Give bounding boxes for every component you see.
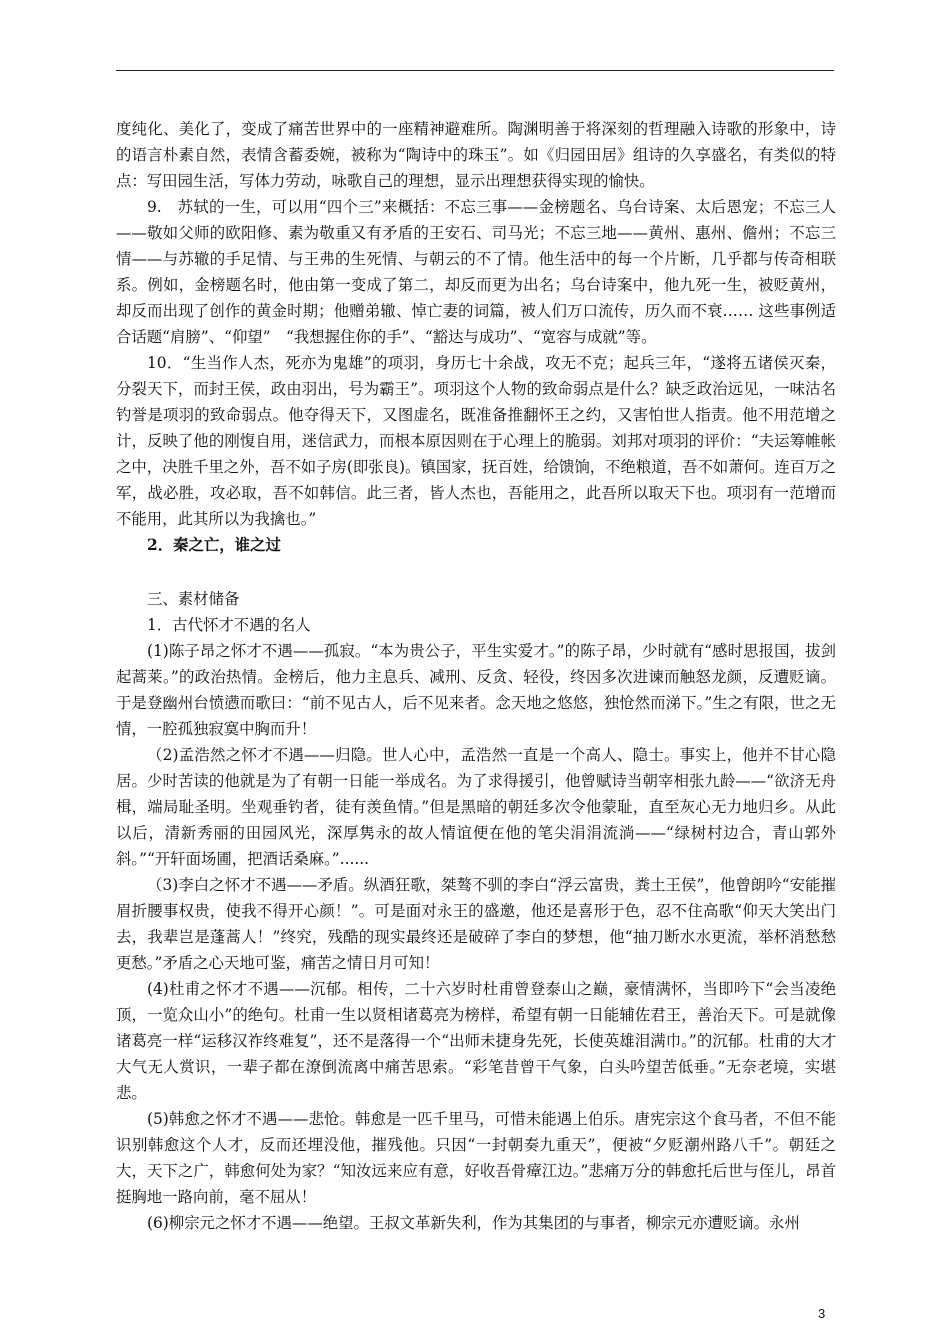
paragraph-tao-yuanming: 度纯化、美化了，变成了痛苦世界中的一座精神避难所。陶渊明善于将深刻的哲理融入诗歌的形象中，诗的语言朴素自然，表情含蓄委婉，被称为“陶诗中的珠玉”。如《归园田居》组诗的久享盛名，有类似的特点：写田园生活，写体力劳动，咏歌自己的理想，显示出理想获得实现的愉快。 — [116, 120, 836, 190]
subsection-heading: 1．古代怀才不遇的名人 — [147, 616, 311, 634]
paragraph-su-shi: 9. 苏轼的一生，可以用“四个三”来概括：不忘三事——金榜题名、乌台诗案、太后恩宠；不忘三人——敬如父师的欧阳修、素为敬重又有矛盾的王安石、司马光；不忘三地——黄州、惠州、儋州；不忘三情——与苏辙的手足情、与王弗的生死情、与朝云的不了情。他生活中的每一个片断，几乎都与传奇相联系。例如，金榜题名时，他由第一变成了第二，却反而更为出名；乌台诗案中，他九死一生，被贬黄州，却反而出现了创作的黄金时期；他赠弟辙、悼亡妻的词篇，被人们万口流传，历久而不衰…… 这些事例适合话题“肩膀”、“仰望” “我想握住你的手”、“豁达与成功”、“宽容与成就”等。 — [116, 198, 836, 346]
paragraph-du-fu: (4)杜甫之怀才不遇——沉郁。相传，二十六岁时杜甫曾登泰山之巅，豪情满怀，当即吟下“会当凌绝顶，一览众山小”的绝句。杜甫一生以贤相诸葛亮为榜样，希望有朝一日能辅佐君王，善治天下。可是就像诸葛亮一样“运移汉祚终难复”，还不是落得一个“出师未捷身先死，长使英雄泪满巾。”的沉郁。杜甫的大才大气无人赏识，一辈子都在潦倒流离中痛苦思索。“彩笔昔曾干气象，白头吟望苦低垂。”无奈老境，实堪悲。 — [116, 980, 836, 1102]
paragraph-li-bai: （3)李白之怀才不遇——矛盾。纵酒狂歌，桀骜不驯的李白“浮云富贵，粪土王侯”，他曾朗吟“安能摧眉折腰事权贵，使我不得开心颜！”。可是面对永王的盛邀，他还是喜形于色，忍不住高歌“仰天大笑出门去，我辈岂是蓬蒿人！”终究，残酷的现实最终还是破碎了李白的梦想，他“抽刀断水水更流，举杯消愁愁更愁。”矛盾之心天地可鉴，痛苦之情日月可知！ — [116, 876, 836, 972]
spacer — [116, 558, 836, 586]
header-rule — [116, 70, 834, 71]
topic-heading: 2．秦之亡，谁之过 — [147, 536, 281, 554]
section-heading: 三、素材储备 — [147, 590, 240, 608]
paragraph-meng-haoran: （2)孟浩然之怀才不遇——归隐。世人心中，孟浩然一直是一个高人、隐士。事实上，他并不甘心隐居。少时苦读的他就是为了有朝一日能一举成名。为了求得援引，他曾赋诗当朝宰相张九龄——“欲济无舟楫，端局耻圣明。坐观垂钓者，徒有羡鱼情。”但是黑暗的朝廷多次令他蒙耻，直至灰心无力地归乡。从此以后，清新秀丽的田园风光，深厚隽永的故人情谊便在他的笔尖涓涓流淌——“绿树村边合，青山郭外斜。”“开轩面场圃，把酒话桑麻。”...... — [116, 746, 836, 868]
paragraph-chen-ziang: (1)陈子昂之怀才不遇——孤寂。“本为贵公子，平生实爱才。”的陈子昂，少时就有“感时思报国，拔剑起蒿莱。”的政治热情。金榜后，他力主息兵、减刑、反贪、轻役，终因多次进谏而触怒龙颜，反遭贬谪。于是登幽州台愤懑而歌曰：“前不见古人，后不见来者。念天地之悠悠，独怆然而涕下。”生之有限，世之无情，一腔孤独寂寞中胸而升！ — [116, 642, 836, 738]
page-number: 3 — [818, 1306, 826, 1321]
paragraph-xiang-yu: 10．“生当作人杰，死亦为鬼雄”的项羽，身历七十余战，攻无不克；起兵三年，“遂将五诸侯灭秦，分裂天下，而封王侯，政由羽出，号为霸王”。项羽这个人物的致命弱点是什么？缺乏政治远见，一味沽名钓誉是项羽的致命弱点。他夺得天下，又图虚名，既准备推翻怀王之约，又害怕世人指责。他不用范增之计，反映了他的刚愎自用，迷信武力，而根本原因则在于心理上的脆弱。刘邦对项羽的评价：“夫运筹帷帐之中，决胜千里之外，吾不如子房(即张良)。镇国家，抚百姓，给馈饷，不绝粮道，吾不如萧何。连百万之军，战必胜，攻必取，吾不如韩信。此三者，皆人杰也，吾能用之，此吾所以取天下也。项羽有一范增而不能用，此其所以为我擒也。” — [116, 354, 836, 528]
document-body — [116, 116, 836, 1236]
paragraph-liu-zongyuan: (6)柳宗元之怀才不遇——绝望。王叔文革新失利，作为其集团的与事者，柳宗元亦遭贬谪。永州 — [147, 1214, 800, 1232]
paragraph-han-yu: (5)韩愈之怀才不遇——悲怆。韩愈是一匹千里马，可惜未能遇上伯乐。唐宪宗这个食马者，不但不能识别韩愈这个人才，反而还埋没他，摧残他。只因“一封朝奏九重天”，便被“夕贬潮州路八千”。朝廷之大，天下之广，韩愈何处为家？“知汝远来应有意，好收吾骨瘴江边。”悲痛万分的韩愈托后世与侄儿，昂首挺胸地一路向前，毫不屈从！ — [116, 1110, 836, 1206]
